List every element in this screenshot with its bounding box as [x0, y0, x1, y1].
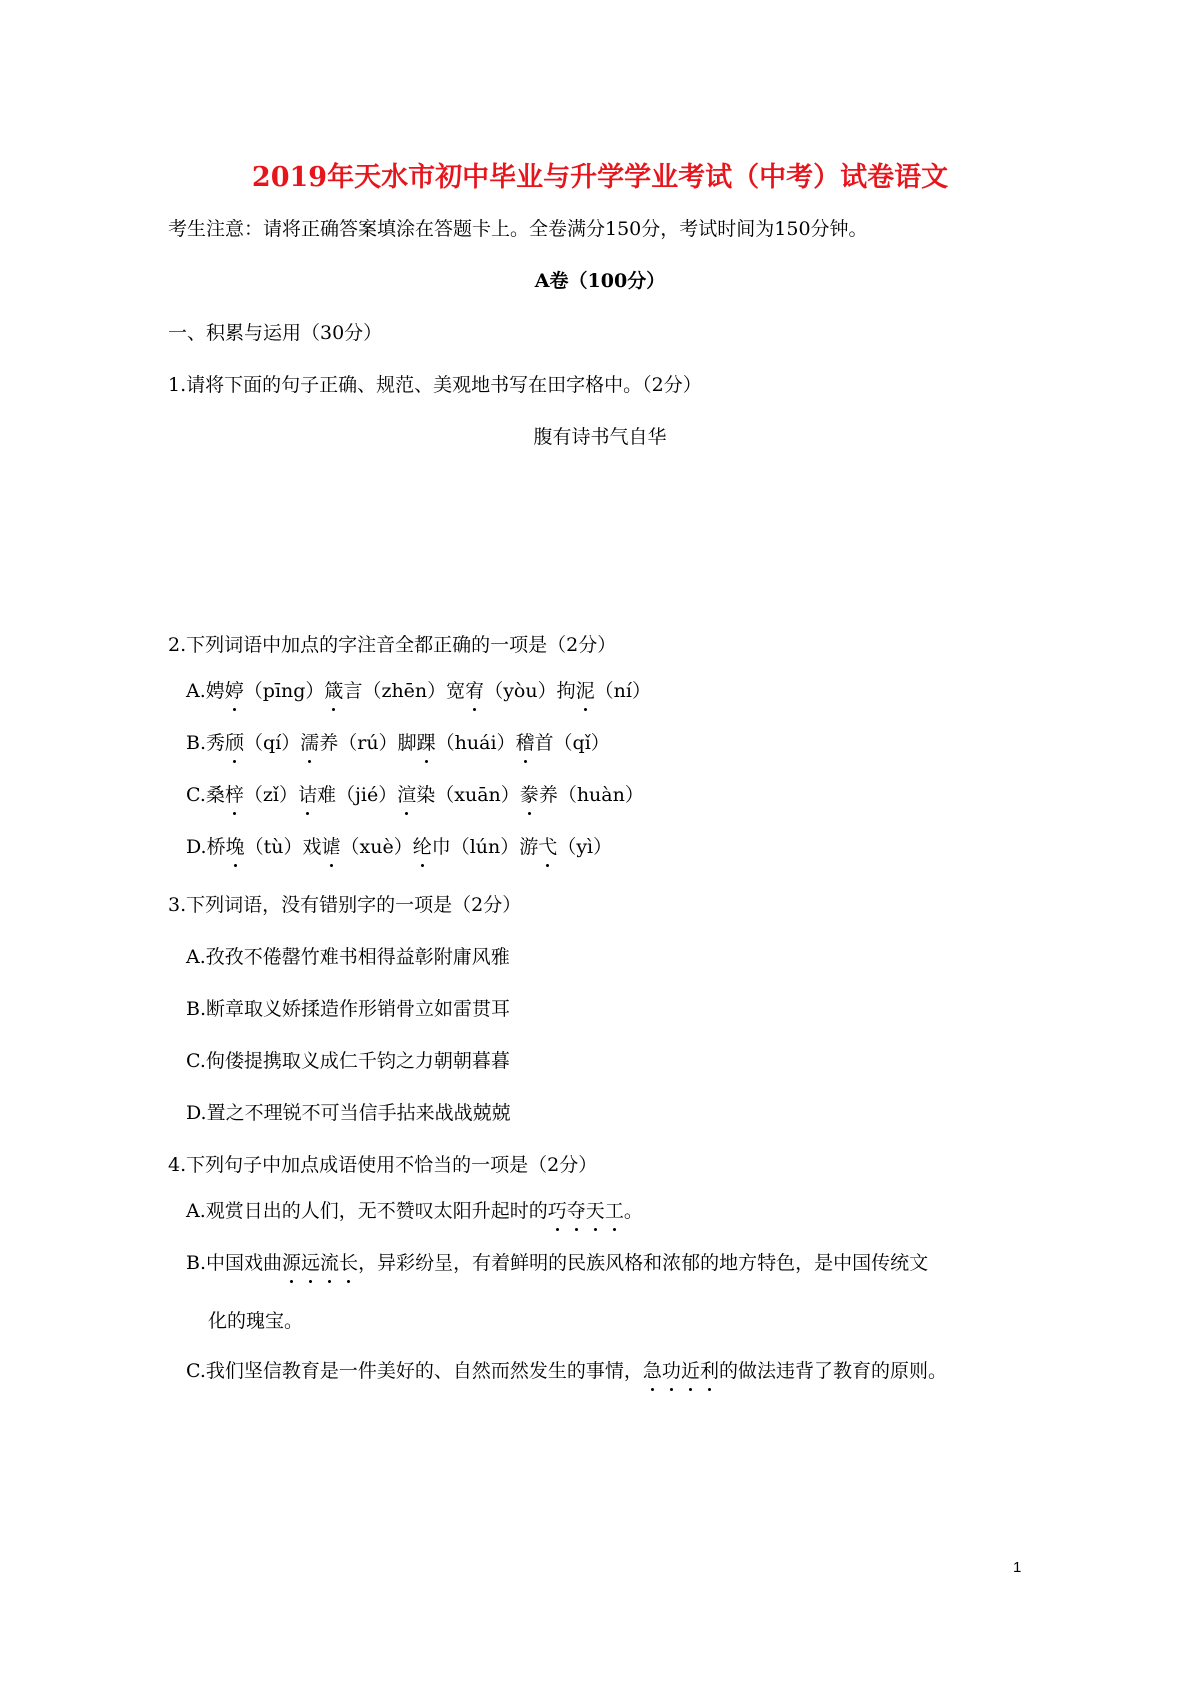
question-3-option-d: D.置之不理锐不可当信手拈来战战兢兢: [186, 1102, 511, 1124]
question-2-option-d: D.桥堍（tù）戏谑（xuè）纶巾（lún）游弋（yì）: [186, 836, 613, 858]
question-4-option-a: A.观赏日出的人们，无不赞叹太阳升起时的巧夺天工。: [186, 1200, 643, 1222]
question-3-option-c: C.佝偻提携取义成仁千钧之力朝朝暮暮: [186, 1050, 510, 1072]
question-2-option-b: B.秀颀（qí）濡养（rú）脚踝（huái）稽首（qǐ）: [186, 732, 610, 754]
question-4-option-c: C.我们坚信教育是一件美好的、自然而然发生的事情，急功近利的做法违背了教育的原则。: [186, 1360, 947, 1382]
exam-notice: 考生注意：请将正确答案填涂在答题卡上。全卷满分150分，考试时间为150分钟。: [168, 218, 868, 240]
question-2-option-a: A.娉婷（pīng）箴言（zhēn）宽宥（yòu）拘泥（ní）: [186, 680, 651, 702]
question-1-stem: 1.请将下面的句子正确、规范、美观地书写在田字格中。（2分）: [168, 374, 702, 396]
question-1-sentence: 腹有诗书气自华: [533, 426, 667, 448]
question-2-stem: 2.下列词语中加点的字注音全都正确的一项是（2分）: [168, 634, 617, 656]
question-3-option-a: A.孜孜不倦罄竹难书相得益彰附庸风雅: [186, 946, 510, 968]
question-4-option-b: B.中国戏曲源远流长，异彩纷呈，有着鲜明的民族风格和浓郁的地方特色，是中国传统文: [186, 1252, 929, 1274]
question-4-option-b-continued: 化的瑰宝。: [208, 1310, 304, 1332]
question-3-option-b: B.断章取义娇揉造作形销骨立如雷贯耳: [186, 998, 511, 1020]
exam-title: 2019年天水市初中毕业与升学学业考试（中考）试卷语文: [251, 162, 949, 193]
page-number: 1: [1013, 1559, 1022, 1576]
question-4-stem: 4.下列句子中加点成语使用不恰当的一项是（2分）: [168, 1154, 598, 1176]
question-3-stem: 3.下列词语，没有错别字的一项是（2分）: [168, 894, 522, 916]
part-one-heading: 一、积累与运用（30分）: [168, 322, 383, 344]
section-a-heading: A卷（100分）: [534, 270, 666, 292]
question-2-option-c: C.桑梓（zǐ）诘难（jié）渲染（xuān）豢养（huàn）: [186, 784, 644, 806]
